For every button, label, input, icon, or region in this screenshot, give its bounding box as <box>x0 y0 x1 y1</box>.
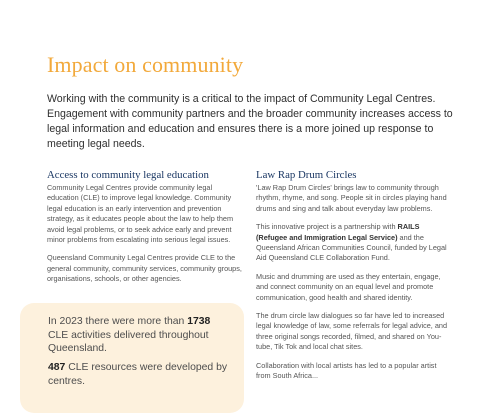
cle-activities-count: 1738 <box>187 316 211 327</box>
intro-paragraph: Working with the community is a critical to the impact of Community Legal Centres. Engagement with community partners and the broader community increases access to legal information and education and ensures there is a more joined up response to meeting legal needs. <box>47 93 453 150</box>
right-column-paragraph-1: 'Law Rap Drum Circles' brings law to community through rhythm, rhyme, and song. People sit in circles playing hand drums and sing and talk about everyday law problems. <box>256 183 447 213</box>
partnership-text-after: and the Queensland African Communities Council, funded by Legal Aid Queensland CLE Collaboration Fund. <box>256 232 447 263</box>
right-column-paragraph-4: The drum circle law dialogues so far have led to increased legal knowledge of law, some referrals for legal advice, and three original songs recorded, filmed, and shared on You-tube, Tik Tok and local chat sites. <box>256 311 448 352</box>
right-column-paragraph-5: Collaboration with local artists has led to a popular artist from South Africa... <box>256 360 437 381</box>
cle-resources-stat <box>48 361 233 388</box>
partnership-text-before: This innovative project is a partnership with <box>256 222 398 232</box>
page-title: Impact on community <box>47 52 244 77</box>
right-column-heading: Law Rap Drum Circles <box>256 169 357 181</box>
cle-activities-stat <box>48 315 233 356</box>
right-column-paragraph-3: Music and drumming are used as they entertain, engage, and connect community on an equal level and promote communication, good health and shared identity. <box>256 271 441 302</box>
left-column <box>47 169 243 293</box>
left-column-paragraph-2: Queensland Community Legal Centres provide CLE to the general community, community services, community groups, organisations, schools, or other agencies. <box>47 253 242 284</box>
right-column <box>256 169 452 390</box>
stat1-text-after: CLE activities delivered throughout Queensland. <box>48 329 209 354</box>
right-column-paragraph-2 <box>256 222 452 264</box>
cle-resources-count: 487 <box>48 362 66 373</box>
stat2-text-after: CLE resources were developed by centres. <box>48 362 228 387</box>
left-column-paragraph-1: Community Legal Centres provide community legal education (CLE) to improve legal knowledge. Community legal education is an early intervention and prevention strategy, as it educates people about the law to help them avoid legal problems, or to seek advice early and prevent minor problems from escalating into serious legal issues. <box>47 183 234 245</box>
stat1-text-before: In 2023 there were more than <box>48 316 188 327</box>
stats-callout <box>20 303 244 413</box>
left-column-heading: Access to community legal education <box>47 169 209 181</box>
rails-partner-name: RAILS (Refugee and Immigration Legal Service) <box>256 222 420 242</box>
